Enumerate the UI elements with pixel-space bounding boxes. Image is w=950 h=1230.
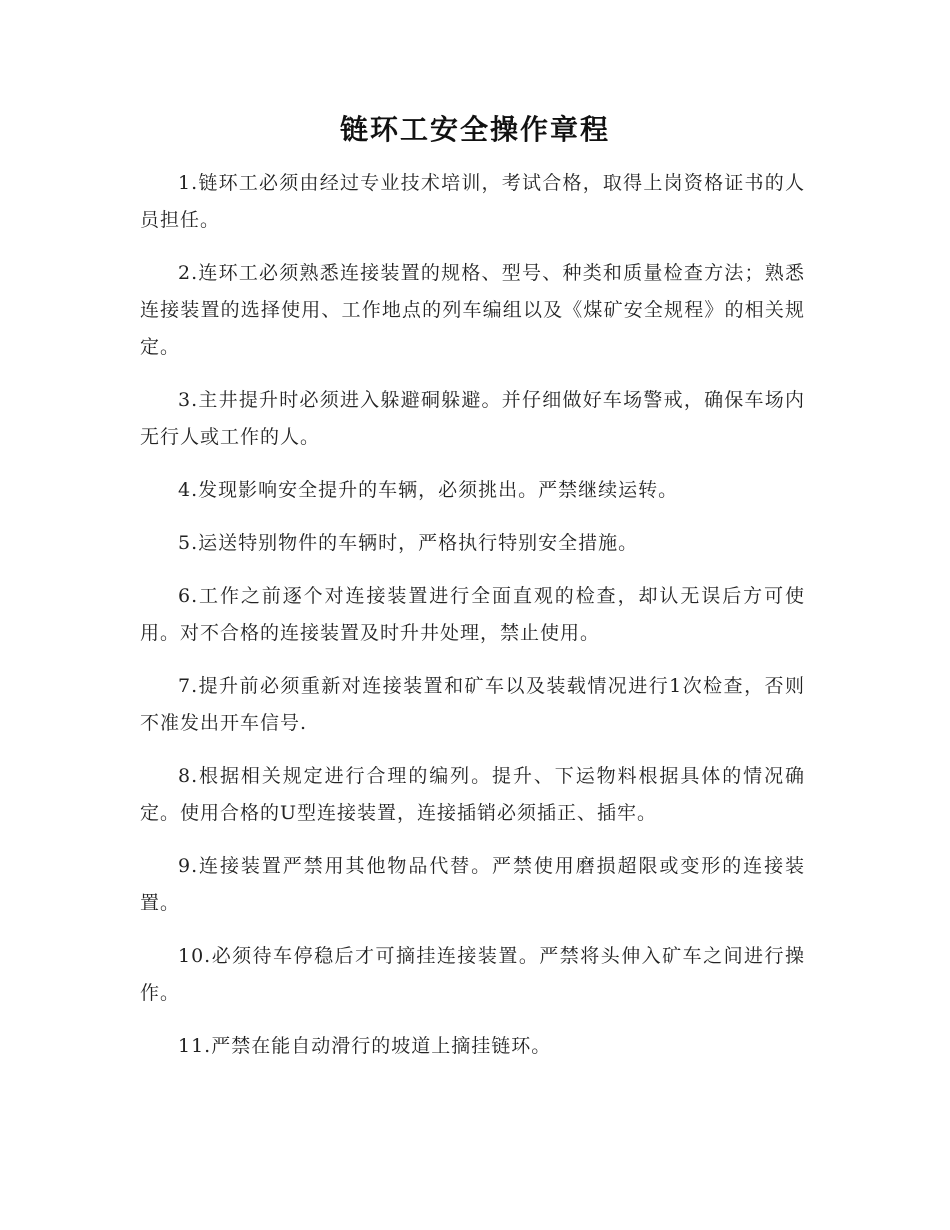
rule-paragraph-6: 6.工作之前逐个对连接装置进行全面直观的检查，却认无误后方可使用。对不合格的连接装置及时升井处理，禁止使用。: [140, 585, 805, 644]
rule-paragraph-1: 1.链环工必须由经过专业技术培训，考试合格，取得上岗资格证书的人员担任。: [140, 172, 805, 231]
rule-paragraph-2: 2.连环工必须熟悉连接装置的规格、型号、种类和质量检查方法；熟悉连接装置的选择使用、工作地点的列车编组以及《煤矿安全规程》的相关规定。: [140, 262, 805, 358]
document-title: 链环工安全操作章程: [339, 113, 610, 146]
rule-paragraph-5: 5.运送特别物件的车辆时，严格执行特别安全措施。: [178, 532, 639, 554]
document-body: [140, 165, 805, 1081]
rule-paragraph-7: 7.提升前必须重新对连接装置和矿车以及装载情况进行1次检查，否则不准发出开车信号.: [140, 675, 805, 734]
rule-paragraph-8: 8.根据相关规定进行合理的编列。提升、下运物料根据具体的情况确定。使用合格的U型连接装置，连接插销必须插正、插牢。: [140, 765, 805, 824]
rule-paragraph-9: 9.连接装置严禁用其他物品代替。严禁使用磨损超限或变形的连接装置。: [140, 855, 805, 914]
rule-paragraph-11: 11.严禁在能自动滑行的坡道上摘挂链环。: [178, 1035, 552, 1057]
rule-paragraph-10: 10.必须待车停稳后才可摘挂连接装置。严禁将头伸入矿车之间进行操作。: [140, 945, 805, 1004]
rule-paragraph-3: 3.主井提升时必须进入躲避硐躲避。并仔细做好车场警戒，确保车场内无行人或工作的人。: [140, 389, 805, 448]
rule-paragraph-4: 4.发现影响安全提升的车辆，必须挑出。严禁继续运转。: [178, 479, 679, 501]
